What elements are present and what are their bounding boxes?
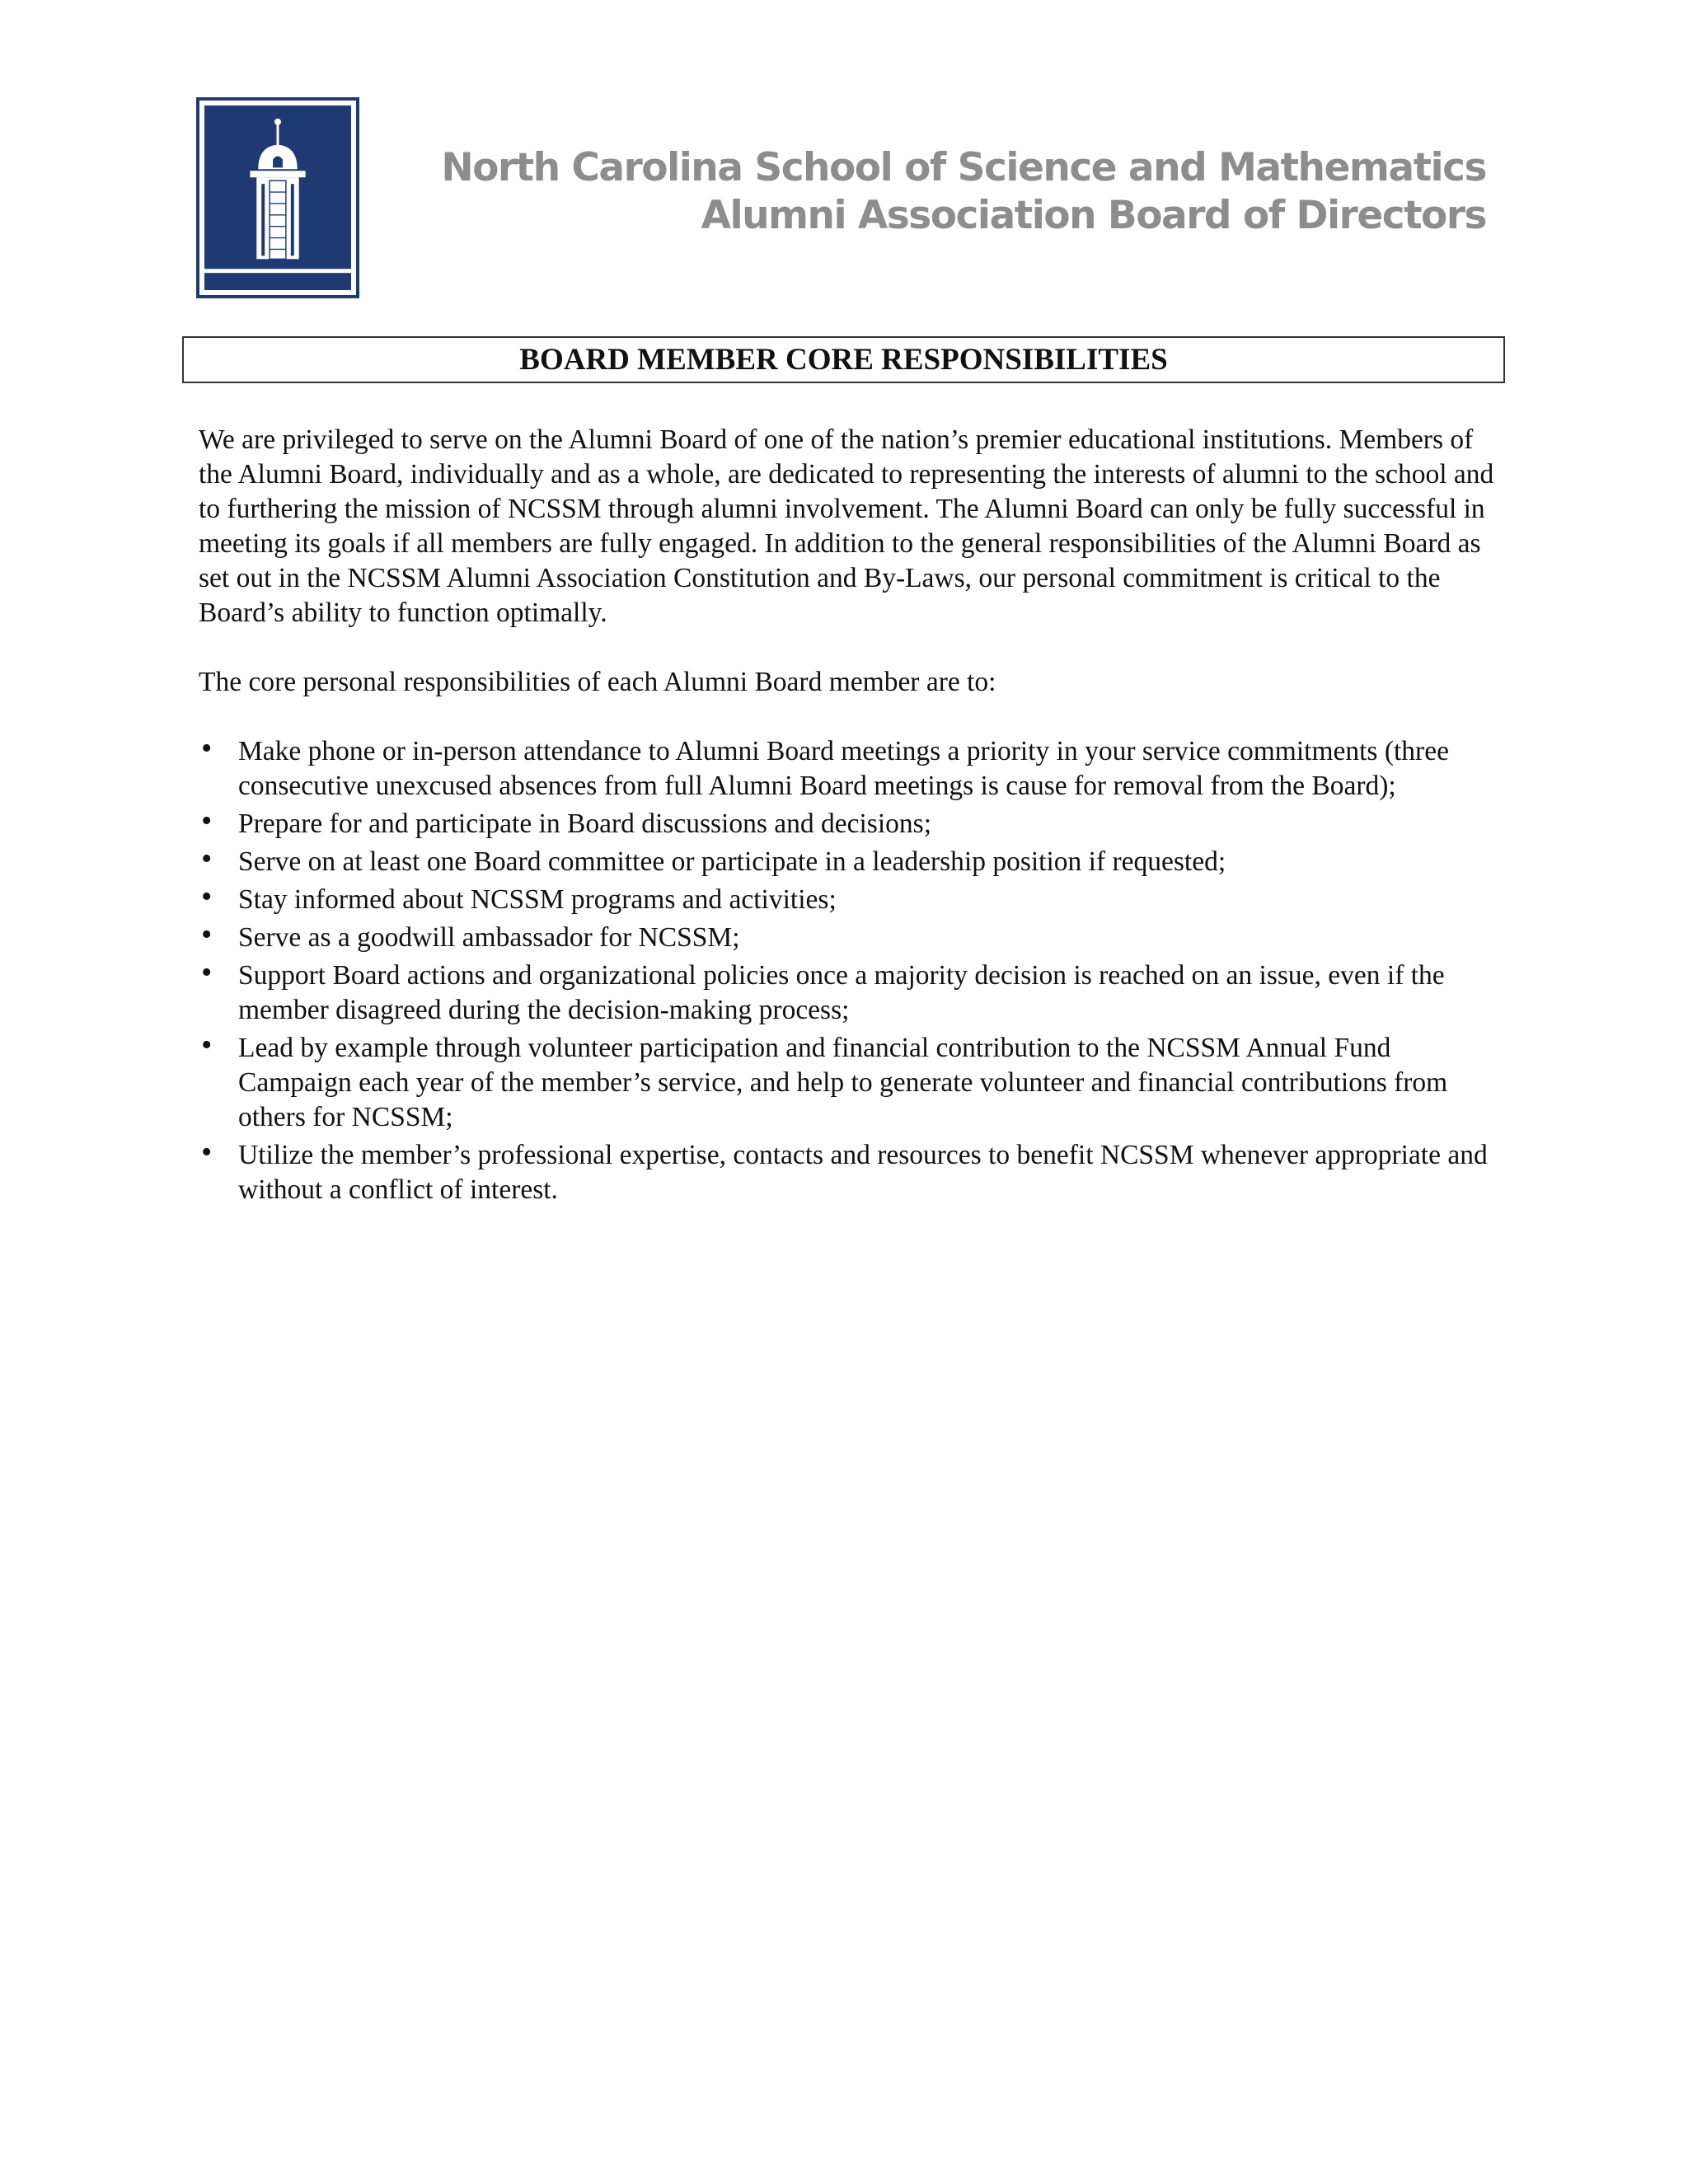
list-item: [199, 1135, 1501, 1207]
list-item-text: Support Board actions and organizational policies once a majority decision is reached on an issue, even if the member disagreed during the decision-making process;: [238, 960, 1445, 1025]
bullet-icon: •: [201, 879, 213, 914]
document-body: [199, 423, 1501, 1211]
document-title: BOARD MEMBER CORE RESPONSIBILITIES: [182, 336, 1505, 383]
tower-icon: [204, 105, 351, 290]
list-item-text: Stay informed about NCSSM programs and activities;: [238, 884, 837, 915]
list-item: [199, 1028, 1501, 1135]
lead-in-paragraph: The core personal responsibilities of each Alumni Board member are to:: [199, 667, 996, 697]
list-item-text: Utilize the member’s professional expertise, contacts and resources to benefit NCSSM whenever appropriate and without a conflict of interest.: [238, 1140, 1488, 1205]
list-item-text: Lead by example through volunteer participation and financial contribution to the NCSSM Annual Fund Campaign each year of the member’s service, and help to generate volunteer and financial contributions from others for NCSSM;: [238, 1033, 1448, 1132]
organization-header: [441, 144, 1486, 240]
list-item: [199, 917, 1501, 955]
bullet-icon: •: [201, 804, 213, 838]
list-item-text: Serve as a goodwill ambassador for NCSSM;: [238, 922, 740, 953]
list-item: [199, 879, 1501, 917]
list-item: [199, 804, 1501, 841]
list-item: [199, 955, 1501, 1028]
intro-paragraph: We are privileged to serve on the Alumni Board of one of the nation’s premier educational institutions. Members of the Alumni Board, individually and as a whole, are dedicated to representing the interests of alumni to the school and to furthering the mission of NCSSM through alumni involvement. The Alumni Board can only be fully successful in meeting its goals if all members are fully engaged. In addition to the general responsibilities of the Alumni Board as set out in the NCSSM Alumni Association Constitution and By-Laws, our personal commitment is critical to the Board’s ability to function optimally.: [199, 424, 1494, 628]
list-item: [199, 841, 1501, 879]
bullet-icon: •: [201, 1028, 213, 1062]
list-item-text: Make phone or in-person attendance to Alumni Board meetings a priority in your service commitments (three consecutive unexcused absences from full Alumni Board meetings is cause for removal from the Board);: [238, 736, 1449, 801]
bullet-icon: •: [201, 731, 213, 766]
bullet-icon: •: [201, 1135, 213, 1169]
list-item: [199, 731, 1501, 804]
ncssm-logo: [196, 97, 359, 298]
bullet-icon: •: [201, 917, 213, 952]
responsibilities-list: [199, 731, 1501, 1207]
list-item-text: Prepare for and participate in Board discussions and decisions;: [238, 808, 932, 839]
bullet-icon: •: [201, 841, 213, 876]
board-name: Alumni Association Board of Directors: [701, 193, 1486, 238]
list-item-text: Serve on at least one Board committee or participate in a leadership position if requested;: [238, 846, 1226, 877]
bullet-icon: •: [201, 955, 213, 990]
organization-name: North Carolina School of Science and Mathematics: [441, 145, 1486, 190]
